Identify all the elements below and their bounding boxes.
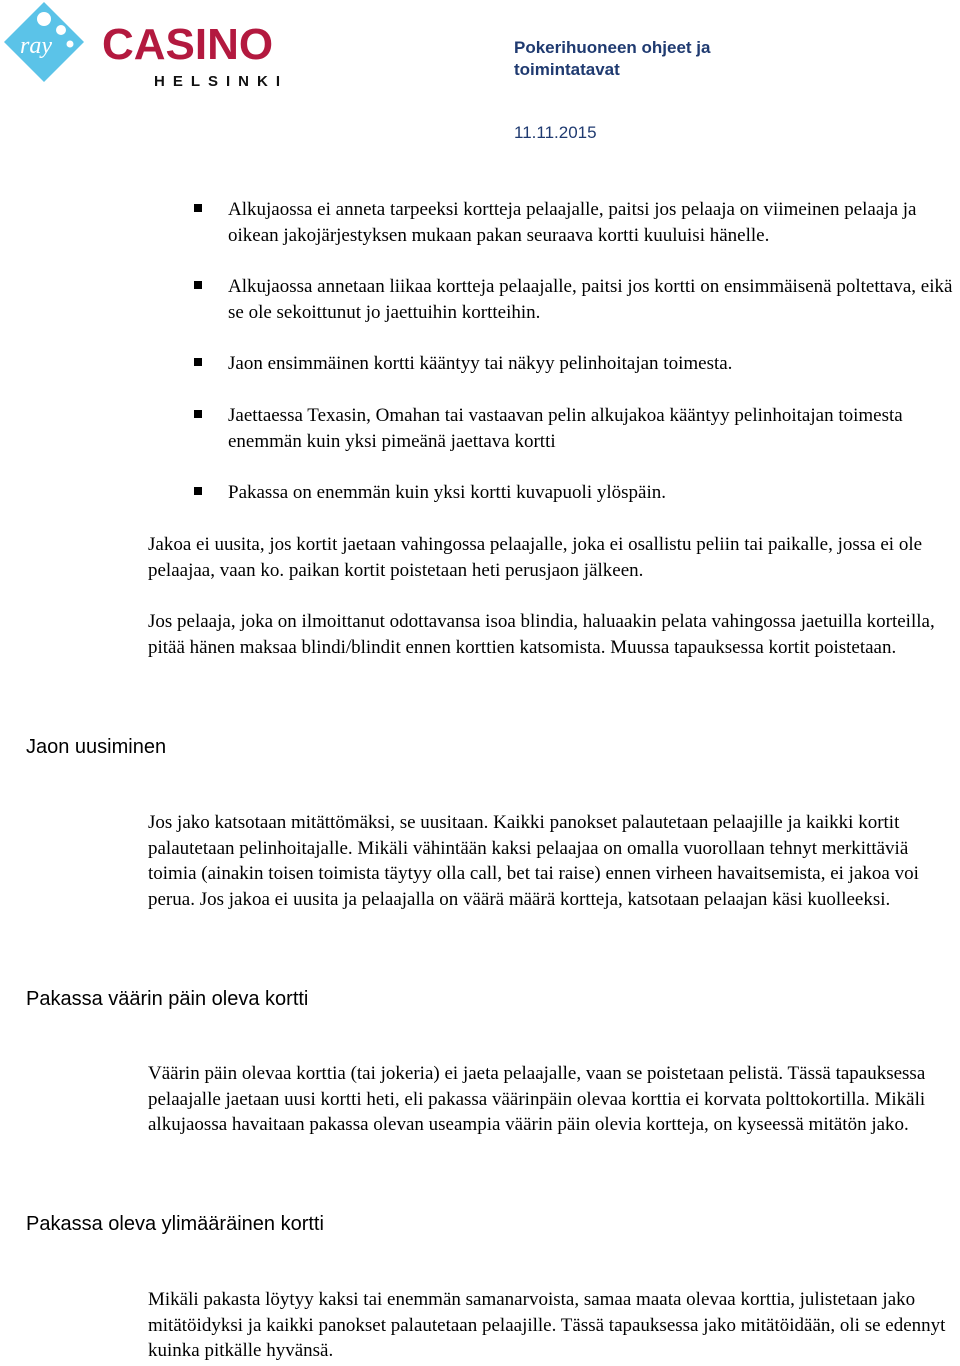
list-item-text: Alkujaossa ei anneta tarpeeksi kortteja pelaajalle, paitsi jos pelaaja on viimeinen pelaaja ja oikean jakojärjestyksen mukaan pakan seuraava kortti kuuluisi hänelle. bbox=[228, 199, 917, 246]
section-text-jaon-uusiminen: Jos jako katsotaan mitättömäksi, se uusitaan. Kaikki panokset palautetaan pelaajille ja kaikki kortit palautetaan pelinhoitajalle. Mikäli vähintään kaksi pelaajaa on omalla vuorollaan tehnyt merkittäviä toimia (ainakin toisen toimista täytyy olla call, bet tai raise) ennen virheen havaitsemista, ei jakoa voi perua. Jos jakoa ei uusita ja pelaajalla on väärä määrä kortteja, katsotaan pelaajan käsi kuolleeksi. bbox=[148, 812, 919, 910]
square-bullet-icon bbox=[194, 281, 202, 289]
document-title: Pokerihuoneen ohjeet ja toimintatavat bbox=[514, 38, 711, 79]
square-bullet-icon bbox=[194, 358, 202, 366]
list-item-text: Jaettaessa Texasin, Omahan tai vastaavan pelin alkujakoa kääntyy pelinhoitajan toimesta enemmän kuin yksi pimeänä jaettava kortti bbox=[228, 404, 903, 452]
paragraph-redeal-exception: Jakoa ei uusita, jos kortit jaetaan vahingossa pelaajalle, joka ei osallistu peliin tai paikalle, jossa ei ole pelaajaa, vaan ko. paikan kortit poistetaan heti perusjaon jälkeen. bbox=[148, 534, 923, 581]
logo-dot bbox=[37, 12, 51, 26]
logo-ray-text: ray bbox=[20, 33, 52, 59]
logo-helsinki-text: HELSINKI bbox=[154, 73, 289, 90]
section-heading-jaon-uusiminen: Jaon uusiminen bbox=[26, 736, 167, 758]
logo-dot bbox=[56, 25, 66, 35]
list-item bbox=[194, 351, 960, 377]
square-bullet-icon bbox=[194, 487, 202, 495]
list-item bbox=[194, 480, 960, 506]
section-heading-vaarin-pain: Pakassa väärin päin oleva kortti bbox=[26, 988, 309, 1010]
section-heading-ylimaarainen: Pakassa oleva ylimääräinen kortti bbox=[26, 1213, 324, 1235]
list-item bbox=[194, 403, 960, 454]
bullet-list bbox=[194, 197, 960, 506]
list-item bbox=[194, 197, 960, 248]
square-bullet-icon bbox=[194, 410, 202, 418]
list-item-text: Jaon ensimmäinen kortti kääntyy tai näkyy pelinhoitajan toimesta. bbox=[228, 353, 733, 375]
document-date: 11.11.2015 bbox=[514, 123, 597, 142]
list-item bbox=[194, 274, 960, 325]
square-bullet-icon bbox=[194, 204, 202, 212]
list-item-text: Pakassa on enemmän kuin yksi kortti kuvapuoli ylöspäin. bbox=[228, 482, 667, 504]
section-text-ylimaarainen: Mikäli pakasta löytyy kaksi tai enemmän samanarvoista, samaa maata olevaa korttia, julistetaan jako mitätöidyksi ja kaikki panokset palautetaan pelaajille. Tässä tapauksessa jako mitätöidään, oli se edennyt kuinka pitkälle hyvänsä. bbox=[148, 1289, 946, 1362]
list-item-text: Alkujaossa annetaan liikaa kortteja pelaajalle, paitsi jos kortti on ensimmäisenä poltettava, eikä se ole sekoittunut jo jaettuihin kortteihin. bbox=[228, 276, 953, 323]
section-text-vaarin-pain: Väärin päin olevaa korttia (tai jokeria) ei jaeta pelaajalle, vaan se poistetaan pelistä. Tässä tapauksessa pelaajalle jaetaan uusi kortti heti, eli pakassa väärinpäin olevaa korttia ei korvata polttokortilla. Mikäli alkujaossa havaitaan pakassa olevan useampia väärin päin olevia kortteja, on kyseessä mitätön jako. bbox=[148, 1063, 926, 1136]
ray-casino-helsinki-logo bbox=[4, 2, 314, 90]
logo-casino-text: CASINO bbox=[102, 20, 274, 69]
logo-dot bbox=[67, 41, 74, 48]
paragraph-big-blind: Jos pelaaja, joka on ilmoittanut odottavansa isoa blindia, haluaakin pelata vahingossa jaetuilla korteilla, pitää hänen maksaa blindi/blindit ennen korttien katsomista. Muussa tapauksessa kortit poistetaan. bbox=[148, 611, 935, 658]
